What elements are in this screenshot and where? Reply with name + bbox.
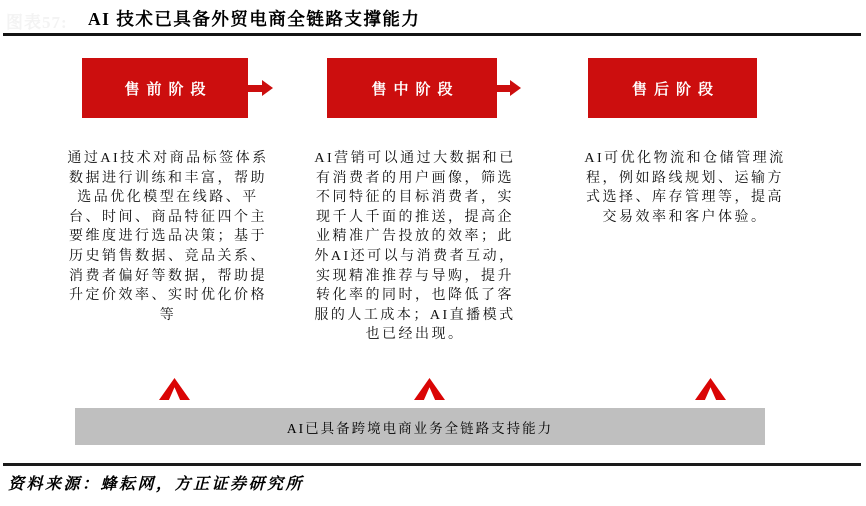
summary-bar xyxy=(75,408,765,445)
stage-description-presale: 通过AI技术对商品标签体系数据进行训练和丰富，帮助选品优化模型在线路、平台、时间、商品特征四个主要维度进行选品决策；基于历史销售数据、竞品关系、消费者偏好等数据，帮助提升定价效率、实时优化价格等 xyxy=(67,151,269,323)
stage-description-postsale: AI可优化物流和仓储管理流程，例如路线规划、运输方式选择、库存管理等，提高交易效率和客户体验。 xyxy=(584,151,786,225)
figure-number-label: 图表57: xyxy=(6,13,68,32)
arrow-head xyxy=(262,80,273,96)
stage-label-midsale: 售中阶段 xyxy=(371,81,460,98)
stage-box-presale xyxy=(82,58,248,118)
bottom-divider xyxy=(3,463,861,466)
arrow-stub xyxy=(248,85,263,92)
flow-arrow-right-icon xyxy=(496,80,522,97)
arrow-head xyxy=(510,80,521,96)
stage-label-postsale: 售后阶段 xyxy=(631,81,720,98)
summary-bar-text: AI已具备跨境电商业务全链路支持能力 xyxy=(286,420,554,436)
chevron-up-icon xyxy=(414,378,445,400)
flow-arrow-right-icon xyxy=(248,80,274,97)
stage-box-midsale xyxy=(327,58,497,118)
page-title: AI 技术已具备外贸电商全链路支撑能力 xyxy=(88,9,421,29)
arrow-stub xyxy=(496,85,511,92)
stage-description-midsale: AI营销可以通过大数据和已有消费者的用户画像，筛选不同特征的目标消费者，实现千人千面的推送，提高企业精准广告投放的效率；此外AI还可以与消费者互动，实现精准推荐与导购，提升转化率的同时，也降低了客服的人工成本；AI直播模式也已经出现。 xyxy=(314,151,516,343)
chevron-up-icon xyxy=(159,378,190,400)
chevron-up-icon xyxy=(695,378,726,400)
stage-box-postsale xyxy=(588,58,757,118)
stage-label-presale: 售前阶段 xyxy=(124,81,213,98)
title-underline xyxy=(3,33,861,36)
source-note: 资料来源：蜂耘网，方正证券研究所 xyxy=(8,476,305,493)
